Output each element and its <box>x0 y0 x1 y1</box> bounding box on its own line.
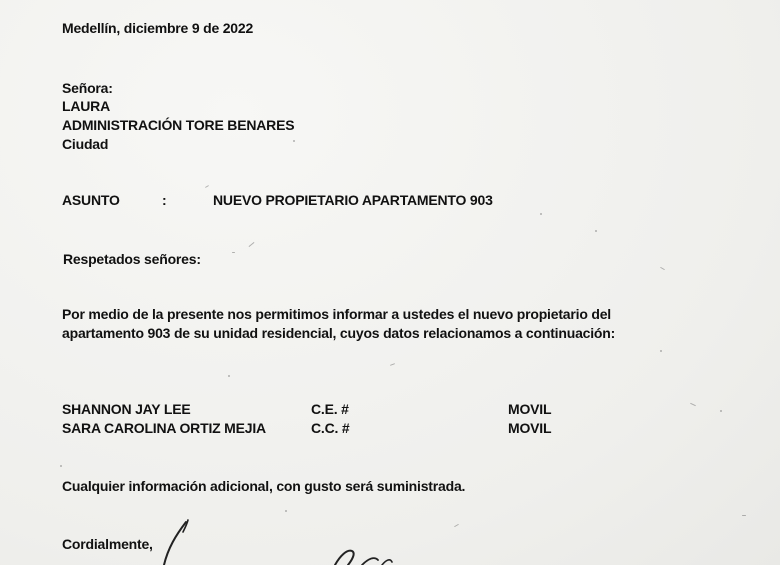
scan-speck <box>595 230 597 232</box>
subject-separator: : <box>162 192 167 208</box>
subject-text: NUEVO PROPIETARIO APARTAMENTO 903 <box>213 192 493 208</box>
owner-phone-label: MOVIL <box>508 401 552 417</box>
subject-label: ASUNTO <box>62 192 120 208</box>
closing-note: Cualquier información adicional, con gusto será suministrada. <box>62 478 466 494</box>
recipient-city: Ciudad <box>62 136 109 152</box>
body-line-1: Por medio de la presente nos permitimos informar a ustedes el nuevo propietario del <box>62 306 611 322</box>
scan-speck <box>232 252 235 253</box>
date-line: Medellín, diciembre 9 de 2022 <box>62 20 254 36</box>
owner-name: SHANNON JAY LEE <box>62 401 191 417</box>
sign-off: Cordialmente, <box>62 536 153 552</box>
scan-speck <box>228 375 230 377</box>
recipient-name: LAURA <box>62 98 110 114</box>
scan-speck <box>742 515 746 516</box>
owner-name: SARA CAROLINA ORTIZ MEJIA <box>62 420 266 436</box>
owner-id-label: C.E. # <box>311 401 349 417</box>
scan-speck <box>60 465 62 467</box>
body-line-2: apartamento 903 de su unidad residencial, cuyos datos relacionamos a continuación: <box>62 325 616 341</box>
recipient-organization: ADMINISTRACIÓN TORE BENARES <box>62 117 295 133</box>
owner-id-label: C.C. # <box>311 420 350 436</box>
scan-speck <box>540 213 542 215</box>
scan-speck <box>720 410 722 412</box>
scan-speck <box>285 510 287 512</box>
recipient-salutation: Señora: <box>62 80 113 96</box>
greeting: Respetados señores: <box>63 251 201 267</box>
owner-phone-label: MOVIL <box>508 420 552 436</box>
scan-speck <box>293 140 295 142</box>
scan-speck <box>660 350 662 352</box>
